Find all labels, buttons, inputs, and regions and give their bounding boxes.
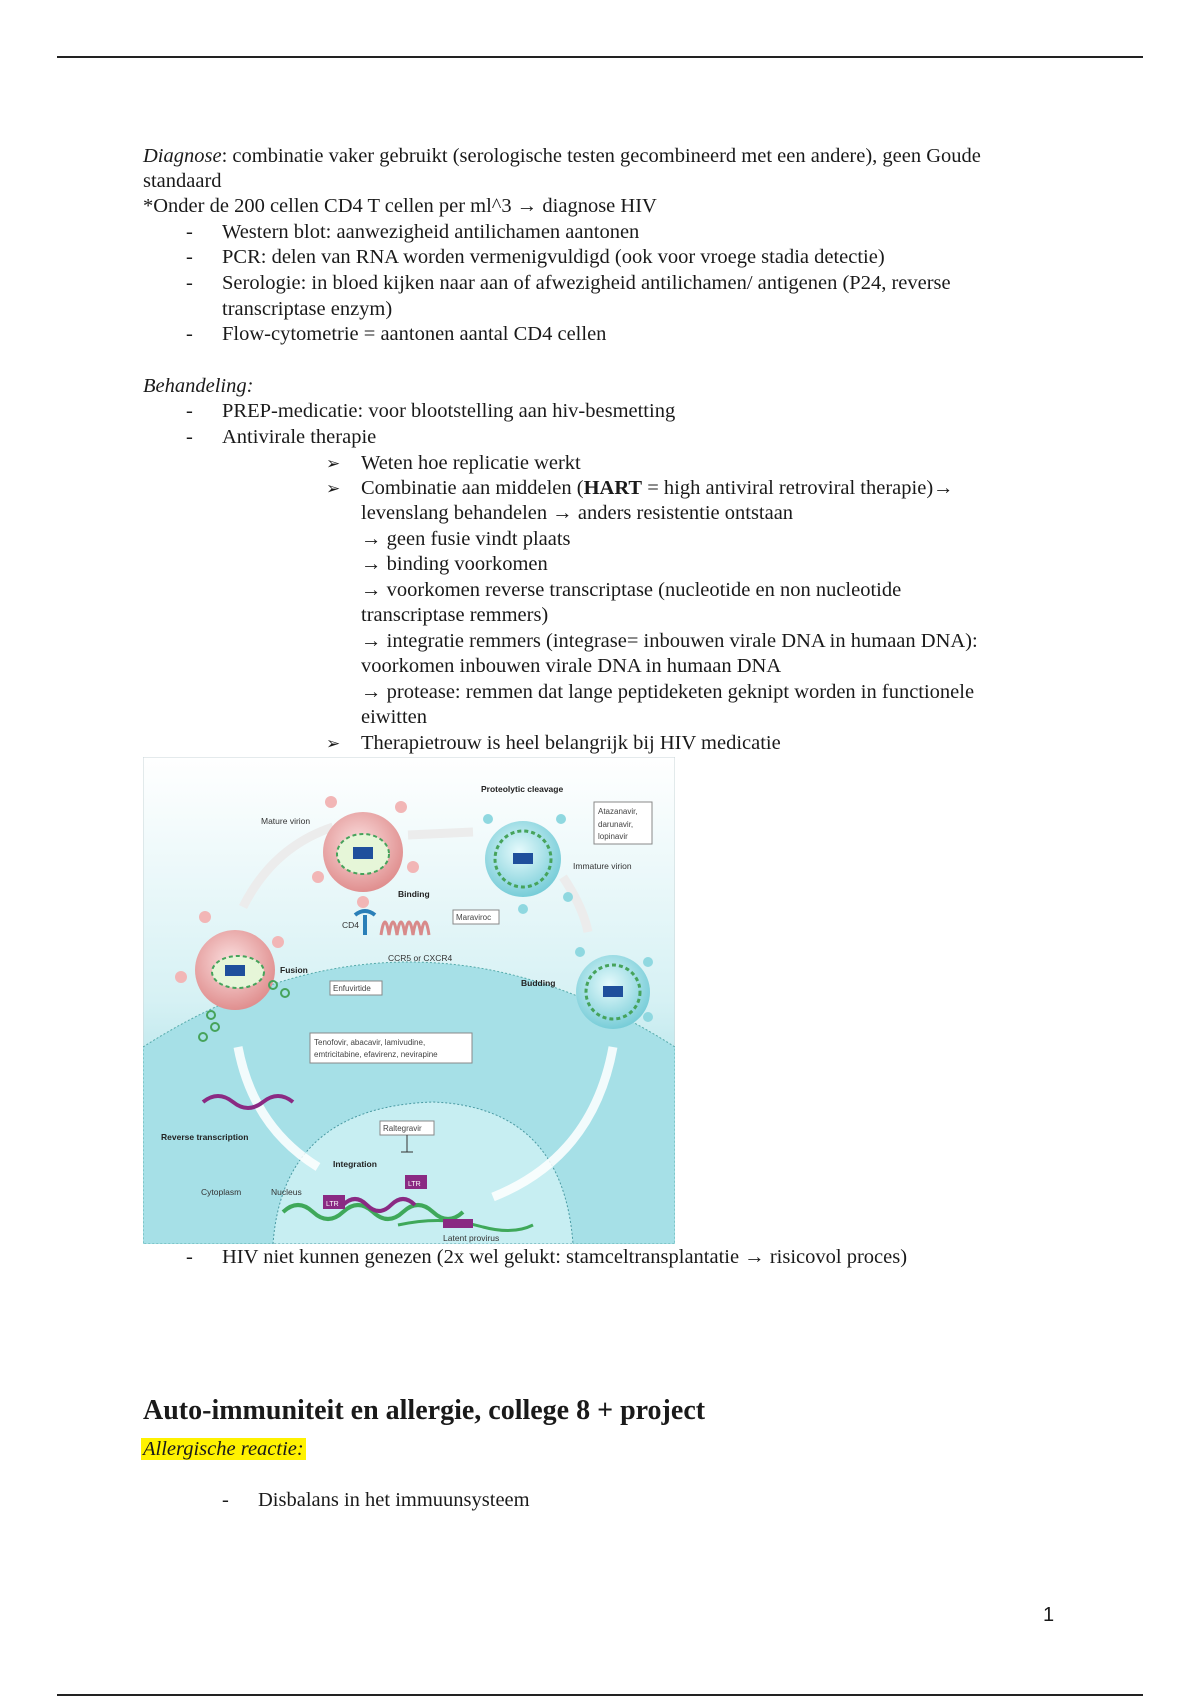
triangle-bullet-icon: ➢ [326,734,341,753]
hart-bold: HART [583,477,643,499]
label-nucleus: Nucleus [271,1187,302,1197]
label-cytoplasm: Cytoplasm [201,1187,242,1197]
label-immature-virion: Immature virion [573,861,632,871]
label-proteolytic: Proteolytic cleavage [481,784,564,794]
diagnose-item: PCR: delen van RNA worden vermenigvuldigd (ook voor vroege stadia detectie) [222,246,885,268]
label-budding: Budding [521,978,556,988]
drug-nrti: emtricitabine, efavirenz, nevirapine [314,1050,438,1059]
triangle-bullet-icon: ➢ [326,479,341,498]
arrow-item: → voorkomen reverse transcriptase (nucleotide en non nucleotide [361,579,902,601]
sub-item-cont: levenslang behandelen → anders resistentie ontstaan [361,502,794,524]
top-rule [57,56,1143,58]
diagnose-item-cont: transcriptase enzym) [222,298,393,320]
drug-enfuvirtide: Enfuvirtide [333,984,371,993]
bullet-dash: - [186,221,193,243]
diagnose-intro [143,144,981,169]
drug-protease: darunavir, [598,820,634,829]
drug-nrti: Tenofovir, abacavir, lamivudine, [314,1038,426,1047]
drug-protease: lopinavir [598,832,628,841]
bullet-dash: - [186,426,193,448]
arrow-item-cont: eiwitten [361,706,428,728]
sub-item-hart: Combinatie aan middelen (HART = high antiviral retroviral therapie)→ [361,477,954,499]
diagnose-item: Flow-cytometrie = aantonen aantal CD4 cellen [222,323,607,345]
diagnose-item: Serologie: in bloed kijken naar aan of afwezigheid antilichamen/ antigenen (P24, reverse [222,272,951,294]
diagnose-label: Diagnose [143,145,222,167]
sub-item: Therapietrouw is heel belangrijk bij HIV medicatie [361,732,781,754]
drug-raltegravir: Raltegravir [383,1124,422,1133]
bullet-dash: - [186,246,193,268]
drug-protease: Atazanavir, [598,807,638,816]
bullet-dash: - [186,272,193,294]
page-number: 1 [1043,1604,1055,1626]
label-ltr: LTR [326,1201,339,1208]
label-fusion: Fusion [280,965,308,975]
bullet-dash: - [186,1246,193,1268]
label-ltr: LTR [408,1181,421,1188]
behandeling-item-after-figure: HIV niet kunnen genezen (2x wel gelukt: stamceltransplantatie → risicovol proces) [222,1246,908,1268]
diagnose-intro-line1: : combinatie vaker gebruikt (serologische testen gecombineerd met een andere), geen Goude [221,145,981,167]
cd4-diagnose-line: *Onder de 200 cellen CD4 T cellen per ml^3 → diagnose HIV [143,195,657,217]
arrow-item: → binding voorkomen [361,553,548,575]
bullet-dash: - [186,323,193,345]
cycle-arrow [408,832,473,835]
highlighted-subheading: Allergische reactie: [143,1438,304,1460]
latent-provirus-box [443,1219,473,1228]
label-reverse-transcription: Reverse transcription [161,1132,249,1142]
behandeling-item: Antivirale therapie [222,426,377,448]
label-binding: Binding [398,889,430,899]
diagnose-item: Western blot: aanwezigheid antilichamen aantonen [222,221,640,243]
allergische-reactie-label [141,1437,306,1462]
bottom-rule [57,1694,1143,1696]
label-latent-provirus: Latent provirus [443,1233,500,1243]
section-heading: Auto-immuniteit en allergie, college 8 + project [143,1395,706,1426]
arrow-item: → protease: remmen dat lange peptideketen geknipt worden in functionele [361,681,975,703]
behandeling-label: Behandeling: [143,375,254,397]
label-mature-virion: Mature virion [261,816,311,826]
arrow-item-cont: voorkomen inbouwen virale DNA in humaan DNA [361,655,782,677]
label-ccr5: CCR5 or CXCR4 [388,953,453,963]
arrow-item: → integratie remmers (integrase= inbouwen virale DNA in humaan DNA): [361,630,978,652]
diagnose-intro-line2: standaard [143,170,222,192]
label-integration: Integration [333,1159,377,1169]
arrow-item: → geen fusie vindt plaats [361,528,571,550]
section2-item: Disbalans in het immuunsysteem [258,1489,530,1511]
sub-item: Weten hoe replicatie werkt [361,452,581,474]
arrow-item-cont: transcriptase remmers) [361,604,549,626]
triangle-bullet-icon: ➢ [326,454,341,473]
drug-maraviroc: Maraviroc [456,913,492,922]
bullet-dash: - [186,400,193,422]
hiv-replication-figure [143,757,675,1244]
bullet-dash: - [222,1489,229,1511]
behandeling-item: PREP-medicatie: voor blootstelling aan hiv-besmetting [222,400,676,422]
label-cd4: CD4 [342,920,360,930]
